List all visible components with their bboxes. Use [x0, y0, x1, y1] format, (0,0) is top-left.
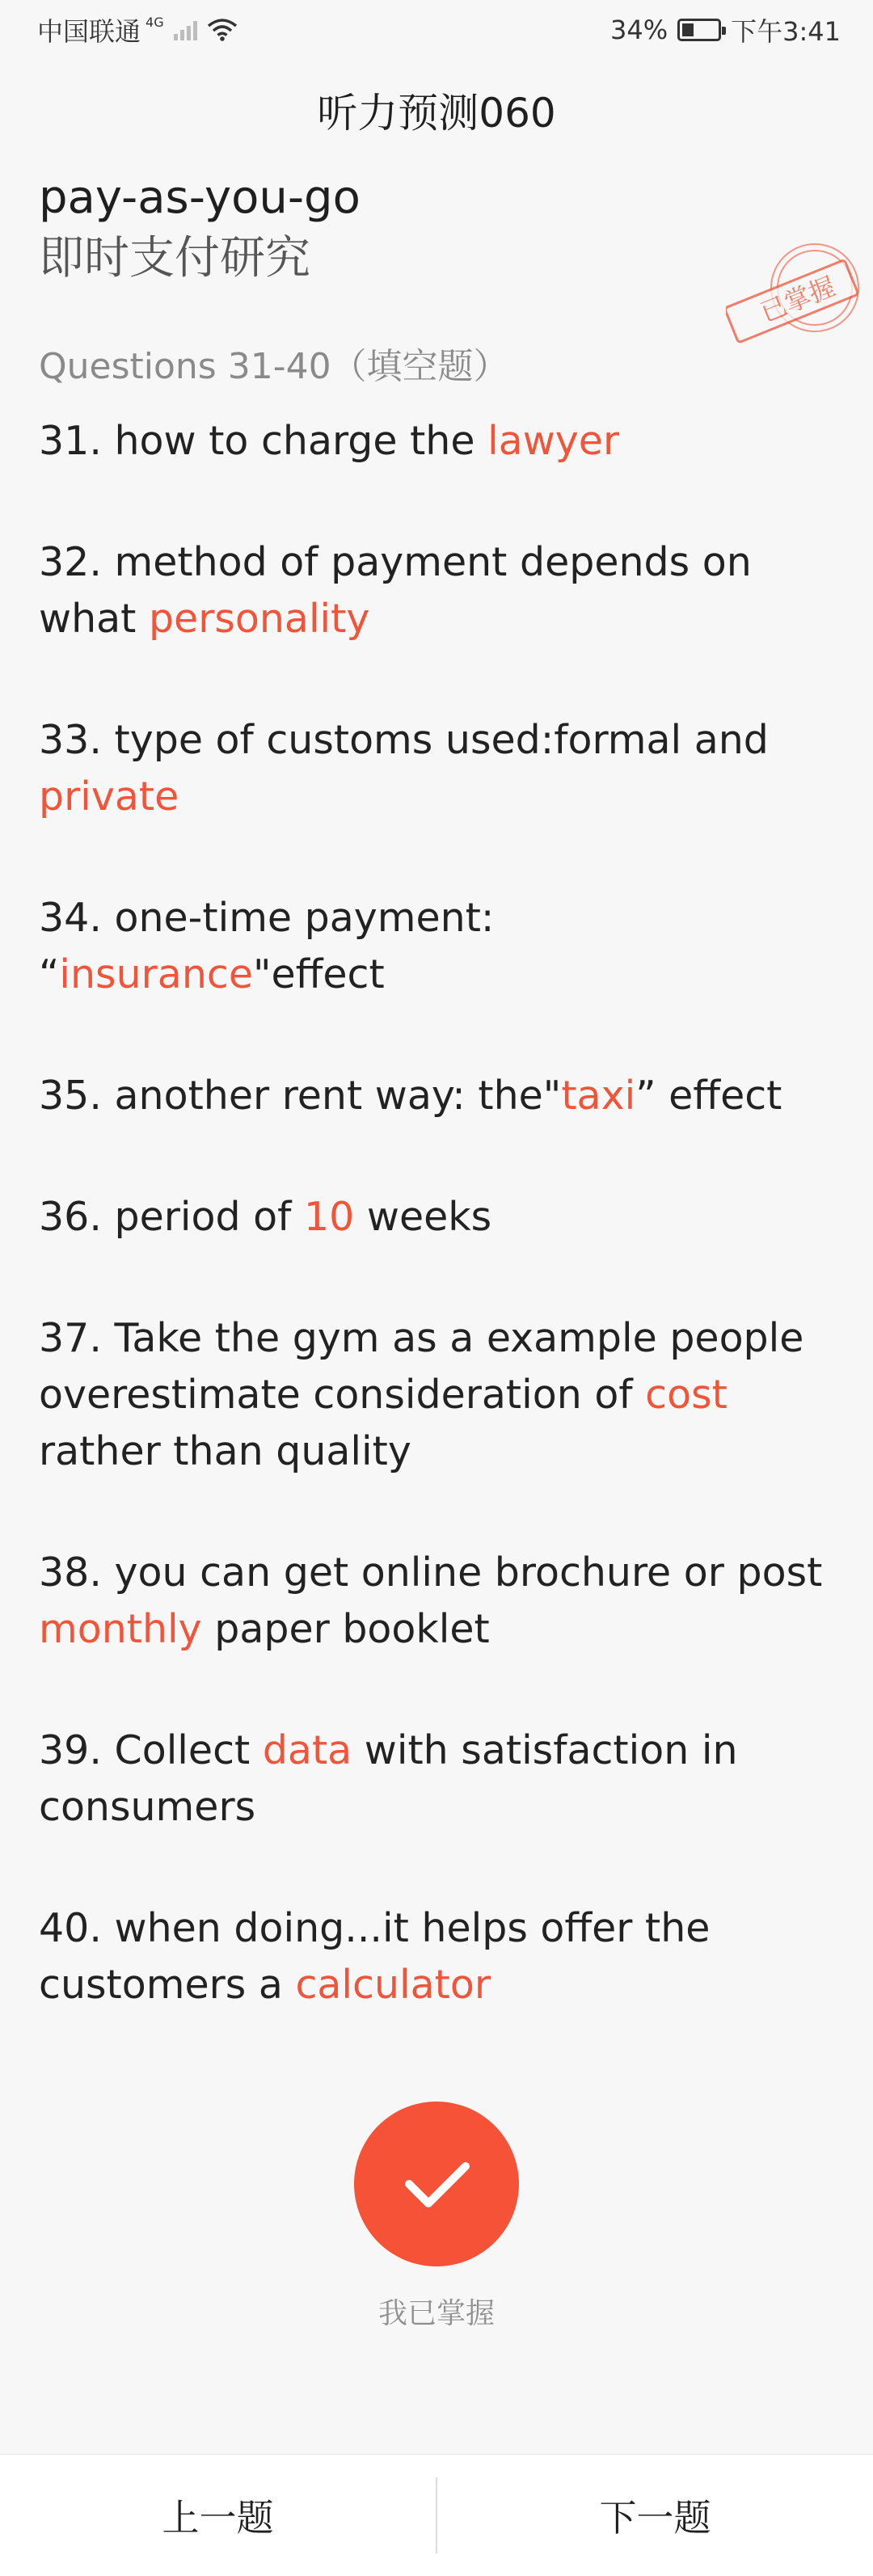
question-list	[39, 413, 839, 2013]
topic-title-en: pay-as-you-go	[39, 171, 361, 224]
page-title: 听力预测060	[317, 90, 556, 137]
question-text: with satisfaction in consumers	[39, 1726, 738, 1830]
signal-icon	[174, 19, 197, 40]
battery-percent: 34%	[610, 15, 668, 45]
status-right	[610, 11, 841, 48]
answer-text: private	[39, 773, 179, 820]
question-text: 31. how to charge the	[39, 417, 488, 464]
status-left	[37, 11, 238, 48]
question-text: 35. another rent way: the"	[39, 1072, 562, 1119]
next-question-button[interactable]: 下一题	[437, 2455, 873, 2576]
question-item	[39, 534, 839, 647]
answer-text: taxi	[561, 1072, 636, 1119]
answer-text: data	[262, 1726, 352, 1773]
question-item	[39, 712, 839, 825]
question-text: 37. Take the gym as a example people overestimate consideration of	[39, 1314, 804, 1418]
question-text: 38. you can get online brochure or post	[39, 1549, 823, 1596]
question-text: ” effect	[635, 1072, 782, 1119]
network-type: 4G	[146, 14, 164, 30]
answer-text: monthly	[39, 1605, 202, 1652]
checkmark-icon	[396, 2144, 477, 2224]
clock-time: 下午3:41	[731, 16, 841, 47]
question-item	[39, 1722, 839, 1836]
prev-question-button[interactable]: 上一题	[0, 2455, 436, 2576]
question-item	[39, 1545, 839, 1658]
answer-text: personality	[148, 595, 370, 642]
question-item	[39, 1310, 839, 1480]
wifi-icon	[207, 18, 238, 42]
question-text: rather than quality	[39, 1427, 411, 1474]
question-text: paper booklet	[201, 1605, 490, 1652]
main-content	[39, 170, 839, 2078]
answer-text: cost	[645, 1371, 728, 1418]
question-item	[39, 413, 839, 470]
question-text: 40. when doing...it helps offer the customers a	[39, 1904, 711, 2008]
question-item	[39, 1189, 839, 1246]
answer-text: 10	[303, 1193, 355, 1240]
stamp-label: 已掌握	[756, 271, 840, 329]
answer-text: calculator	[295, 1961, 491, 2008]
mastered-label: 我已掌握	[377, 2297, 495, 2330]
question-text: 39. Collect	[39, 1726, 263, 1773]
status-bar	[0, 0, 873, 60]
question-item	[39, 890, 839, 1003]
battery-icon	[677, 19, 721, 41]
question-text: 32. method of payment depends on what	[39, 538, 752, 642]
bottom-nav	[0, 2454, 873, 2576]
question-item	[39, 1900, 839, 2013]
question-text: 36. period of	[39, 1193, 304, 1240]
question-item	[39, 1068, 839, 1124]
question-text: weeks	[354, 1193, 492, 1240]
answer-text: lawyer	[487, 417, 620, 464]
question-text: "effect	[252, 951, 385, 997]
carrier-name: 中国联通	[37, 16, 141, 47]
section-label: Questions 31-40（填空题）	[39, 345, 509, 387]
topic-title-zh: 即时支付研究	[39, 232, 310, 285]
master-section	[0, 2102, 873, 2332]
mastered-button[interactable]	[354, 2102, 519, 2266]
question-text: 33. type of customs used:formal and	[39, 716, 769, 763]
question-text: 34. one-time payment: “	[39, 894, 495, 997]
battery-fill	[682, 23, 694, 36]
answer-text: insurance	[59, 951, 253, 997]
